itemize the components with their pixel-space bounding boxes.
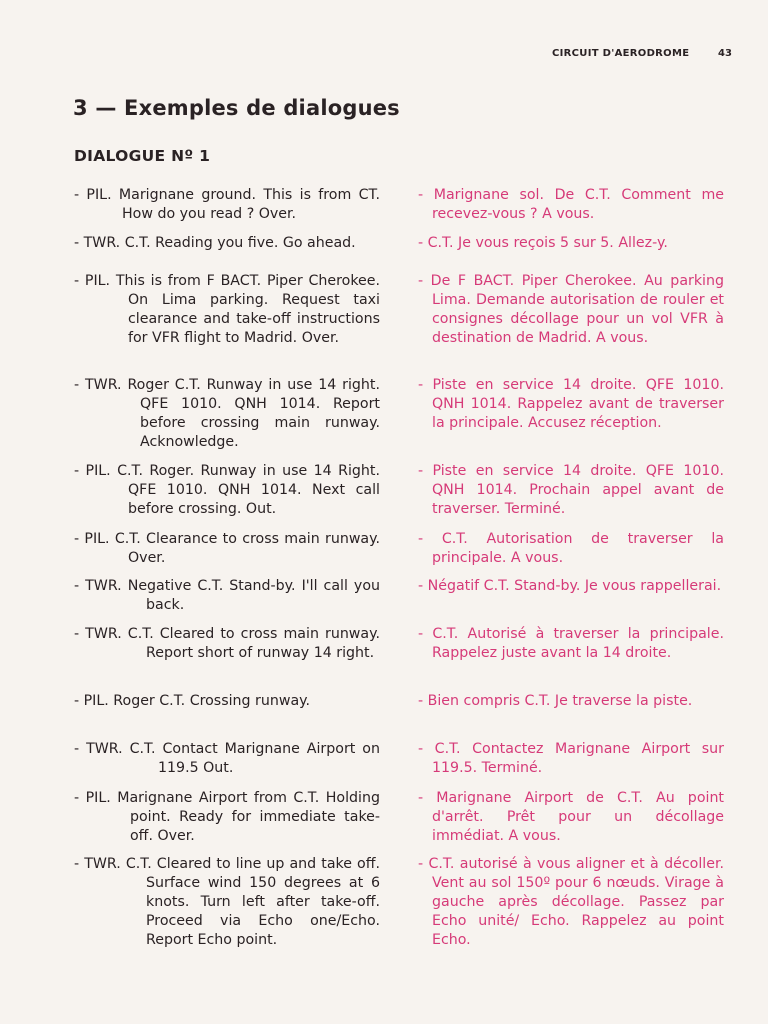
- english-line: [74, 577, 380, 615]
- speaker-label: - PIL.: [74, 531, 115, 547]
- french-translation: - Négatif C.T. Stand-by. Je vous rappellerai.: [418, 578, 722, 594]
- english-line: [74, 376, 380, 452]
- english-text: C.T. Contact Marignane Airport on 119.5 Out.: [129, 741, 380, 776]
- english-text: Roger C.T. Runway in use 14 right. QFE 1010. QNH 1014. Report before crossing main runway. Acknowledge.: [127, 377, 380, 450]
- speaker-label: - PIL.: [74, 187, 119, 203]
- english-text: C.T. Reading you five. Go ahead.: [124, 235, 356, 251]
- french-translation: - C.T. Autorisation de traverser la principale. A vous.: [418, 531, 724, 566]
- english-text: Marignane Airport from C.T. Holding point. Ready for immediate take-off. Over.: [117, 790, 380, 844]
- dialogue-heading: DIALOGUE Nº 1: [74, 147, 211, 165]
- french-translation: - C.T. Je vous reçois 5 sur 5. Allez-y.: [418, 235, 668, 251]
- english-line: [74, 530, 380, 568]
- french-translation: - C.T. autorisé à vous aligner et à décoller. Vent au sol 150º pour 6 nœuds. Virage à gauche après décollage. Passez par Echo unité/ Echo. Rappelez au point Echo.: [418, 856, 724, 948]
- section-title: 3 — Exemples de dialogues: [73, 96, 400, 120]
- french-translation: - Bien compris C.T. Je traverse la piste.: [418, 693, 693, 709]
- english-line: [74, 186, 380, 224]
- english-line: [74, 789, 380, 846]
- french-translation: - C.T. Autorisé à traverser la principale. Rappelez juste avant la 14 droite.: [418, 626, 724, 661]
- running-head: CIRCUIT D'AERODROME: [552, 48, 690, 59]
- english-text: C.T. Cleared to cross main runway. Report short of runway 14 right.: [127, 626, 380, 661]
- english-text: Marignane ground. This is from CT. How do you read ? Over.: [118, 187, 380, 222]
- speaker-label: - PIL.: [74, 463, 118, 479]
- speaker-label: - TWR.: [74, 626, 128, 642]
- english-text: C.T. Clearance to cross main runway. Over.: [114, 531, 381, 566]
- english-text: C.T. Roger. Runway in use 14 Right. QFE 1010. QNH 1014. Next call before crossing. Out.: [117, 463, 380, 517]
- speaker-label: - TWR.: [74, 741, 130, 757]
- french-translation: - Marignane Airport de C.T. Au point d'arrêt. Prêt pour un décollage immédiat. A vous.: [418, 790, 724, 844]
- speaker-label: - PIL.: [74, 693, 114, 709]
- french-translation: - Marignane sol. De C.T. Comment me recevez-vous ? A vous.: [418, 187, 724, 222]
- french-translation: - Piste en service 14 droite. QFE 1010. QNH 1014. Rappelez avant de traverser la principale. Accusez réception.: [418, 377, 724, 431]
- french-translation: - De F BACT. Piper Cherokee. Au parking Lima. Demande autorisation de rouler et consignes décollage pour un vol VFR à destination de Madrid. A vous.: [418, 273, 724, 346]
- speaker-label: - TWR.: [74, 235, 125, 251]
- english-line: [74, 625, 380, 663]
- english-text: Negative C.T. Stand-by. I'll call you back.: [127, 578, 380, 613]
- speaker-label: - PIL.: [74, 273, 116, 289]
- speaker-label: - PIL.: [74, 790, 118, 806]
- speaker-label: - TWR.: [74, 856, 126, 872]
- english-line: [74, 272, 380, 348]
- french-translation: - C.T. Contactez Marignane Airport sur 119.5. Terminé.: [418, 741, 724, 776]
- english-text: This is from F BACT. Piper Cherokee. On Lima parking. Request taxi clearance and take-off instructions for VFR flight to Madrid. Over.: [115, 273, 381, 346]
- speaker-label: - TWR.: [74, 578, 128, 594]
- english-line: [74, 234, 380, 253]
- english-text: Roger C.T. Crossing runway.: [113, 693, 311, 709]
- page-number: 43: [718, 48, 732, 59]
- english-line: [74, 462, 380, 519]
- english-line: [74, 740, 380, 778]
- english-line: [74, 692, 380, 711]
- french-translation: - Piste en service 14 droite. QFE 1010. QNH 1014. Prochain appel avant de traverser. Terminé.: [418, 463, 724, 517]
- speaker-label: - TWR.: [74, 377, 128, 393]
- english-text: C.T. Cleared to line up and take off. Surface wind 150 degrees at 6 knots. Turn left after take-off. Proceed via Echo one/Echo. Report Echo point.: [125, 856, 380, 948]
- english-line: [74, 855, 380, 950]
